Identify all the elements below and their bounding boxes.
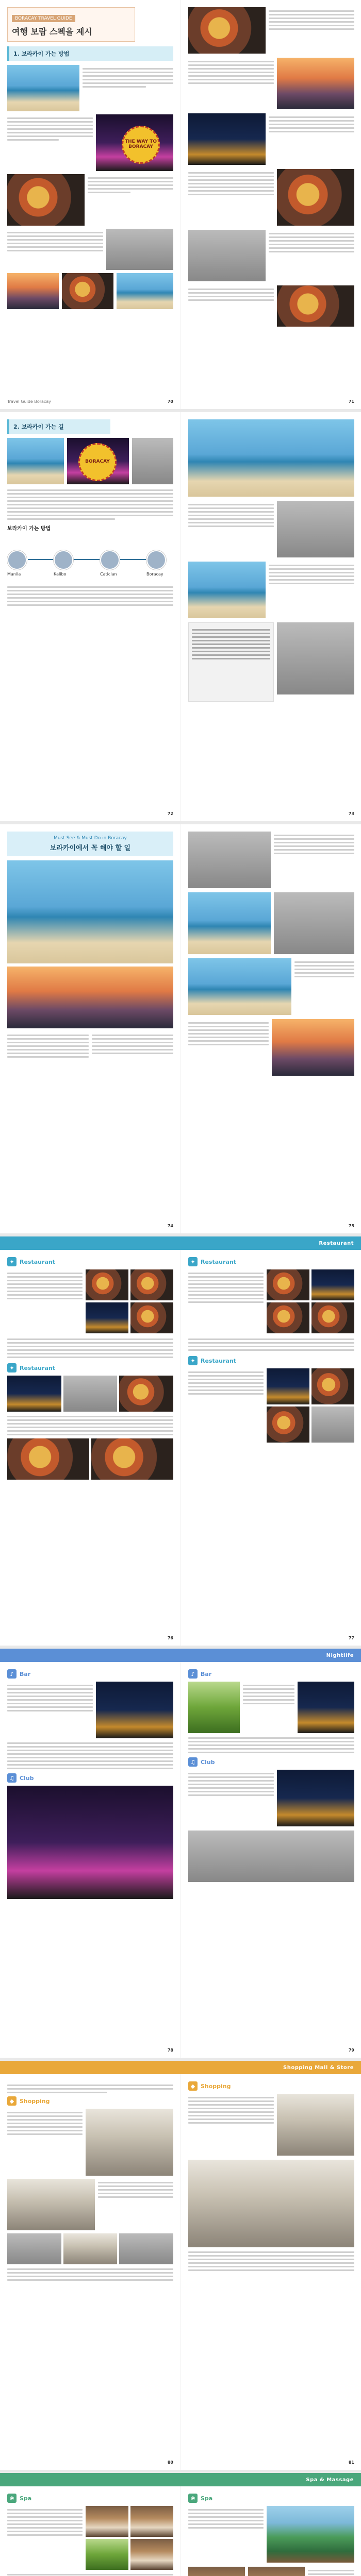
photo-street-night (188, 1831, 354, 1882)
photo-interior-1 (7, 1376, 61, 1412)
route-diagram (7, 536, 173, 582)
spread-4-left (0, 1250, 180, 1646)
club-icon: ♫ (188, 1757, 198, 1767)
photo-massage-bed (248, 2567, 305, 2576)
photo-dusk (272, 1019, 354, 1076)
photo-night (188, 113, 266, 165)
cat-label-club: Club (20, 1774, 34, 1782)
photo-town (106, 229, 173, 270)
cat-head-shop-r (188, 2081, 354, 2091)
photo-r-2 (311, 1269, 354, 1300)
photo-plane (188, 419, 354, 497)
photo-atrium (188, 2160, 354, 2247)
cat-head-bar (7, 1669, 173, 1679)
leaf-icon: ❀ (7, 2494, 17, 2503)
route-label-4: Boracay (146, 572, 163, 577)
photo-sunset-sail (7, 967, 173, 1028)
page-number-right: 81 (348, 2460, 354, 2465)
spread-1-right (180, 0, 361, 409)
page-number-left: 72 (167, 811, 173, 816)
cat-head-club (7, 1773, 173, 1783)
page-number-right: 79 (348, 2048, 354, 2053)
cover-kicker: BORACAY TRAVEL GUIDE (12, 15, 75, 22)
photo-store-2 (63, 2233, 118, 2264)
route-label-1: Manila (7, 572, 21, 577)
photo-sign (67, 438, 129, 484)
photo-night-market (96, 114, 173, 171)
section-1 (7, 46, 173, 309)
restaurant-icon: ✦ (7, 1363, 17, 1372)
cat-head-spa (7, 2494, 173, 2503)
photo-dish-3 (86, 1302, 128, 1333)
restaurant-icon: ✦ (7, 1257, 17, 1266)
cat-label-spa: Spa (20, 2495, 32, 2502)
photo-port (188, 562, 266, 618)
photo-dish-1 (86, 1269, 128, 1300)
photo-sunset-2 (277, 58, 354, 109)
spread-2 (0, 412, 361, 824)
photo-night-beach (298, 1682, 354, 1733)
cat-head-left-2 (7, 1363, 173, 1372)
spread-3-left (0, 824, 180, 1233)
cat-head-shop (7, 2096, 173, 2106)
photo-interior-3 (119, 1376, 173, 1412)
cover-title-box (7, 7, 135, 42)
cat-label-club-r: Club (201, 1758, 215, 1766)
photo-r-1 (267, 1269, 309, 1300)
photo-club (277, 1770, 354, 1826)
photo-food (7, 174, 85, 226)
cat-label-bar: Bar (20, 1670, 31, 1677)
cat-head-right-2 (188, 1356, 354, 1365)
page-number-left: 74 (167, 1224, 173, 1228)
photo-shop-front (277, 2094, 354, 2156)
photo-beach (7, 65, 79, 111)
photo-boat (132, 438, 173, 484)
photo-bar (96, 1682, 173, 1738)
info-box (188, 622, 274, 702)
cat-label-bar-r: Bar (201, 1670, 212, 1677)
cover-title: 여행 보람 스펙을 제시 (12, 27, 92, 37)
bar-icon: ♪ (188, 1669, 198, 1679)
photo-spa-2 (130, 2506, 173, 2537)
route-label-3: Caticlan (100, 572, 117, 577)
banner-shopping: Shopping Mall & Store (0, 2061, 361, 2074)
photo-r-7 (267, 1406, 309, 1443)
page-number-left: 78 (167, 2048, 173, 2053)
section-2-title: 2. 보라카이 가는 길 (7, 419, 110, 434)
photo-sailboat (188, 892, 271, 954)
info-title: 보라카이 가는 방법 (7, 526, 51, 532)
photo-cocktail (188, 1682, 240, 1733)
photo-street (188, 230, 266, 281)
photo-terminal (277, 501, 354, 557)
cat-label-right: Restaurant (201, 1258, 236, 1265)
spread-1-left (0, 0, 180, 409)
cat-head-spa-r (188, 2494, 354, 2503)
photo-mall-exterior (86, 2109, 173, 2176)
spread-2-left (0, 412, 180, 821)
page-number-left: 80 (167, 2460, 173, 2465)
route-stop-1 (7, 550, 27, 570)
photo-r-8 (311, 1406, 354, 1443)
spread-5-left (0, 1662, 180, 2058)
photo-store-3 (119, 2233, 173, 2264)
spread-7-left (0, 2486, 180, 2576)
photo-dish (277, 169, 354, 226)
shopping-bag-icon: ◆ (7, 2096, 17, 2106)
photo-meal-1 (7, 1438, 89, 1480)
photo-r-4 (311, 1302, 354, 1333)
must-do-kicker: Must See & Must Do in Boracay (54, 836, 127, 841)
spread-5 (0, 1649, 361, 2061)
photo-shore (7, 438, 64, 484)
spread-4-right (180, 1250, 361, 1646)
restaurant-icon: ✦ (188, 1356, 198, 1365)
photo-massage-room (188, 2567, 245, 2576)
photo-beach-walk (274, 892, 354, 954)
photo-seafood (62, 273, 113, 309)
footer-left: Travel Guide Boracay (7, 399, 51, 404)
page-number-right: 71 (348, 399, 354, 404)
photo-spa-1 (86, 2506, 128, 2537)
spread-6 (0, 2061, 361, 2473)
must-do-header (7, 832, 173, 856)
cat-head-bar-r (188, 1669, 354, 1679)
photo-spa-4 (130, 2539, 173, 2570)
photo-tricycle (277, 622, 354, 694)
photo-interior-2 (63, 1376, 118, 1412)
route-stop-2 (54, 550, 73, 570)
photo-market (188, 832, 271, 888)
photo-meal-2 (91, 1438, 173, 1480)
cat-label-spa-r: Spa (201, 2495, 213, 2502)
restaurant-icon: ✦ (188, 1257, 198, 1266)
spread-6-left (0, 2074, 180, 2470)
photo-spa-3 (86, 2539, 128, 2570)
banner-restaurant: Restaurant (0, 1236, 361, 1250)
spread-6-right (180, 2074, 361, 2470)
page-number-right: 75 (348, 1224, 354, 1228)
photo-white-beach (7, 860, 173, 963)
cat-label-shop-r: Shopping (201, 2082, 231, 2090)
photo-island (117, 273, 173, 309)
photo-store-1 (7, 2233, 61, 2264)
text-block (83, 68, 173, 88)
cat-label-shop: Shopping (20, 2097, 50, 2105)
photo-r-3 (267, 1302, 309, 1333)
photo-live-band (7, 1786, 173, 1899)
section-1-title: 1. 보라카이 가는 방법 (7, 46, 173, 61)
cat-head-right (188, 1257, 354, 1266)
page-number-left: 70 (167, 399, 173, 404)
cat-head-club-r (188, 1757, 354, 1767)
photo-grill (188, 7, 266, 54)
page-number-right: 77 (348, 1636, 354, 1640)
photo-spa-garden (267, 2506, 354, 2563)
cat-label-right-2: Restaurant (201, 1357, 236, 1364)
route-label-2: Kalibo (54, 572, 67, 577)
banner-spa: Spa & Massage (0, 2473, 361, 2486)
spread-5-right (180, 1662, 361, 2058)
route-stop-4 (146, 550, 166, 570)
photo-restaurant (277, 285, 354, 327)
cat-label-left-2: Restaurant (20, 1364, 55, 1371)
club-icon: ♫ (7, 1773, 17, 1783)
spread-2-right (180, 412, 361, 821)
photo-r-5 (267, 1368, 309, 1404)
route-stop-3 (100, 550, 120, 570)
cat-head-left (7, 1257, 173, 1266)
spread-1 (0, 0, 361, 412)
leaf-icon: ❀ (188, 2494, 198, 2503)
page-number-right: 73 (348, 811, 354, 816)
spread-3-right (180, 824, 361, 1233)
photo-r-6 (311, 1368, 354, 1404)
shopping-bag-icon: ◆ (188, 2081, 198, 2091)
bar-icon: ♪ (7, 1669, 17, 1679)
photo-mall-interior (7, 2179, 95, 2230)
spread-7-right (180, 2486, 361, 2576)
spread-4 (0, 1236, 361, 1649)
photo-island-tour (188, 958, 291, 1015)
stamp-badge: THE WAY TO BORACAY (122, 126, 160, 164)
photo-sunset (7, 273, 59, 309)
photo-dish-4 (130, 1302, 173, 1333)
boracay-badge: BORACAY (78, 443, 117, 481)
spread-7 (0, 2473, 361, 2576)
spread-3 (0, 824, 361, 1236)
cat-label-left: Restaurant (20, 1258, 55, 1265)
page-number-left: 76 (167, 1636, 173, 1640)
photo-dish-2 (130, 1269, 173, 1300)
must-do-title: 보라카이에서 꼭 해야 할 일 (50, 844, 131, 852)
banner-nightlife: Nightlife (0, 1649, 361, 1662)
